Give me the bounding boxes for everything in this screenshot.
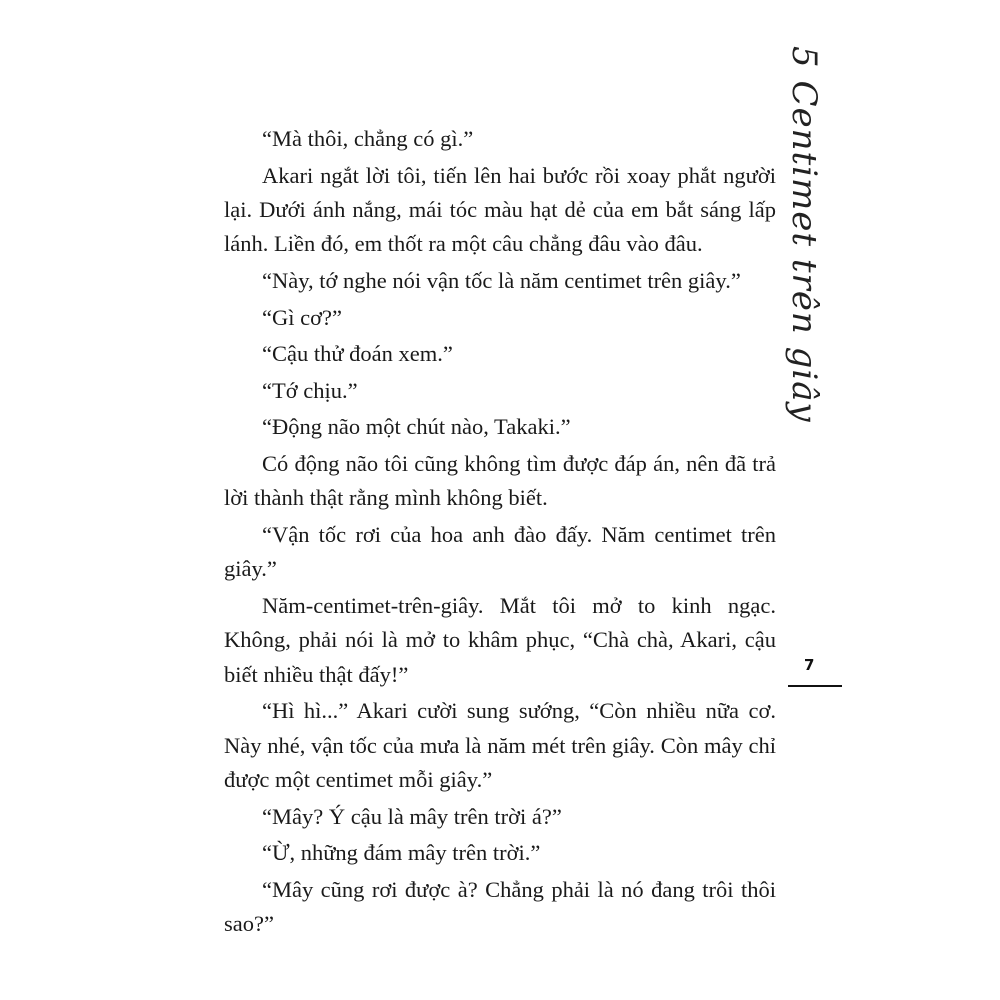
paragraph: Năm-centimet-trên-giây. Mắt tôi mở to kinh ngạc. Không, phải nói là mở to khâm phục, “Chà chà, Akari, cậu biết nhiều thật đấy!” — [224, 592, 776, 687]
running-title — [784, 46, 828, 423]
paragraph: Akari ngắt lời tôi, tiến lên hai bước rồi xoay phắt người lại. Dưới ánh nắng, mái tóc màu hạt dẻ của em bắt sáng lấp lánh. Liền đó, em thốt ra một câu chẳng đâu vào đâu. — [224, 162, 776, 257]
running-title-text: 5 Centimet trên giây — [784, 46, 824, 423]
page-number-rule — [788, 685, 842, 687]
paragraph: “Mà thôi, chẳng có gì.” — [262, 126, 474, 151]
paragraph: “Hì hì...” Akari cười sung sướng, “Còn nhiều nữa cơ. Này nhé, vận tốc của mưa là năm mét trên giây. Còn mây chỉ được một centimet mỗi giây.” — [224, 698, 776, 793]
paragraph: “Gì cơ?” — [262, 304, 342, 330]
paragraph: “Mây? Ý cậu là mây trên trời á?” — [262, 803, 562, 829]
paragraph: “Động não một chút nào, Takaki.” — [262, 414, 571, 440]
paragraph: “Mây cũng rơi được à? Chẳng phải là nó đang trôi thôi sao?” — [224, 876, 776, 937]
paragraph: “Này, tớ nghe nói vận tốc là năm centimet trên giây.” — [262, 268, 741, 293]
paragraph: “Tớ chịu.” — [262, 377, 358, 403]
paragraph: “Ừ, những đám mây trên trời.” — [262, 840, 541, 866]
paragraph: “Cậu thử đoán xem.” — [262, 341, 453, 367]
body-text — [224, 122, 776, 944]
paragraph: “Vận tốc rơi của hoa anh đào đấy. Năm centimet trên giây.” — [224, 521, 776, 582]
page-number: 7 — [804, 656, 815, 674]
paragraph: Có động não tôi cũng không tìm được đáp án, nên đã trả lời thành thật rằng mình không biết. — [224, 450, 776, 511]
